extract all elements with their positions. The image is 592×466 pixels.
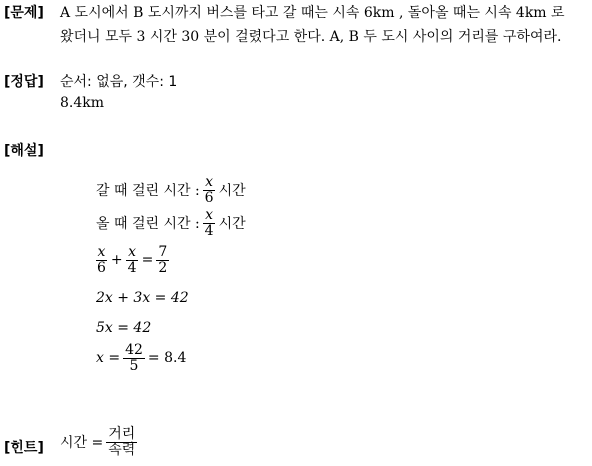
eq1-a-denominator: 6 — [97, 259, 106, 276]
hint-numerator: 거리 — [108, 426, 136, 442]
problem-text-line1: A 도시에서 B 도시까지 버스를 타고 갈 때는 시속 6km , 돌아올 때는 시속 4km 로 — [60, 5, 565, 21]
equation-1 — [94, 245, 170, 275]
eq1-b-denominator: 4 — [127, 259, 137, 276]
eq1-result — [156, 245, 169, 275]
eq4-fraction — [123, 343, 145, 373]
hint-fraction — [106, 427, 137, 457]
hint-lhs: 시간 = — [60, 435, 104, 452]
back-numerator: x — [205, 207, 214, 223]
go-time-line — [96, 175, 246, 205]
answer-value: 8.4km — [60, 95, 105, 111]
go-numerator: x — [205, 174, 214, 190]
hint-tag: [힌트] — [4, 440, 44, 456]
go-time-unit: 시간 — [218, 183, 246, 200]
eq4-numerator: 42 — [125, 342, 143, 358]
answer-order-count: 순서: 없음, 갯수: 1 — [60, 74, 178, 90]
back-denominator: 4 — [204, 222, 214, 239]
equation-3: 5x = 42 — [96, 320, 152, 336]
eq4-lhs: x = — [96, 350, 121, 367]
problem-text-line2: 왔더니 모두 3 시간 30 분이 걸렸다고 한다. A, B 두 도시 사이의 거리를 구하여라. — [60, 29, 562, 45]
back-time-label: 올 때 걸린 시간 : — [96, 216, 200, 233]
back-time-unit: 시간 — [218, 216, 246, 233]
go-denominator: 6 — [204, 189, 214, 206]
eq4-denominator: 5 — [129, 357, 139, 374]
eq1-equals: = — [141, 252, 154, 269]
eq1-r-numerator: 7 — [158, 244, 168, 260]
solution-tag: [해설] — [4, 143, 44, 159]
eq1-r-denominator: 2 — [158, 259, 168, 276]
eq1-a-numerator: x — [97, 244, 106, 260]
problem-tag: [문제] — [4, 5, 44, 21]
back-time-fraction — [203, 208, 216, 238]
hint-denominator: 속력 — [108, 441, 136, 458]
eq1-plus: + — [110, 252, 123, 269]
back-time-line — [96, 208, 246, 238]
hint-formula — [60, 427, 138, 457]
eq1-term-a — [95, 245, 108, 275]
equation-2: 2x + 3x = 42 — [96, 290, 189, 306]
go-time-label: 갈 때 걸린 시간 : — [96, 183, 200, 200]
answer-tag: [정답] — [4, 74, 44, 90]
eq4-rhs: = 8.4 — [147, 350, 187, 367]
go-time-fraction — [203, 175, 216, 205]
equation-4 — [96, 343, 186, 373]
eq1-term-b — [126, 245, 139, 275]
eq1-b-numerator: x — [128, 244, 137, 260]
